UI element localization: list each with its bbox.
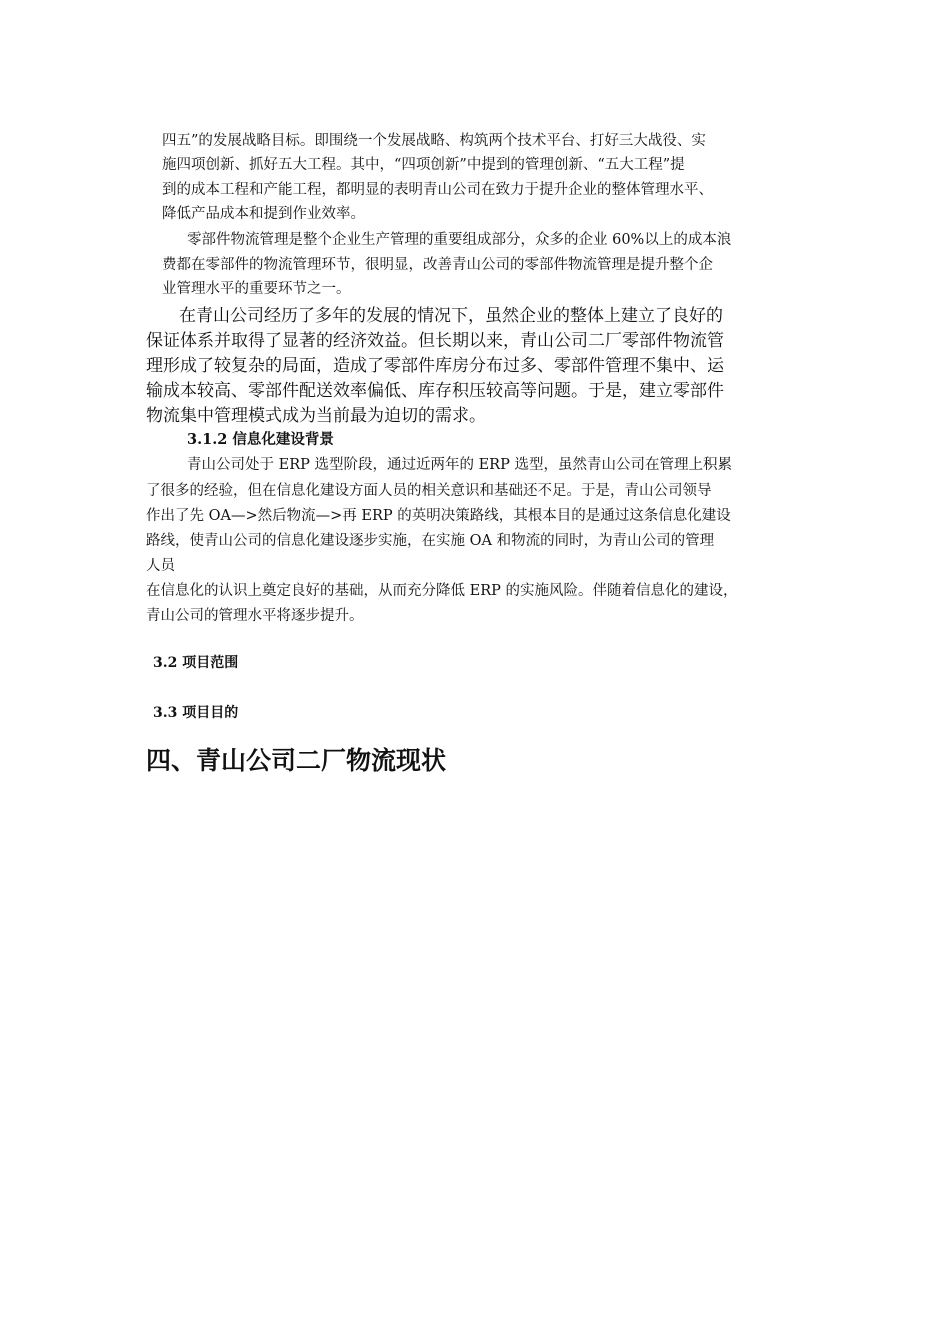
paragraph-1-line-1: 四五”的发展战略目标。即围绕一个发展战略、构筑两个技术平台、打好三大战役、实 [162,133,706,149]
chapter-4-title: 四、青山公司二厂物流现状 [146,746,447,775]
paragraph-1-line-3: 到的成本工程和产能工程，都明显的表明青山公司在致力于提升企业的整体管理水平、 [162,182,713,198]
paragraph-2-line-1: 零部件物流管理是整个企业生产管理的重要组成部分，众多的企业 60%以上的成本浪 [187,232,732,248]
paragraph-2-line-2: 费都在零部件的物流管理环节，很明显，改善青山公司的零部件物流管理是提升整个企 [162,257,713,273]
paragraph-4-line-1: 青山公司处于 ERP 选型阶段，通过近两年的 ERP 选型，虽然青山公司在管理上积累 [187,457,732,473]
paragraph-3-line-1: 在青山公司经历了多年的发展的情况下，虽然企业的整体上建立了良好的 [179,306,723,326]
section-heading-3-1-2: 3.1.2 信息化建设背景 [187,431,334,448]
paragraph-4-line-7: 青山公司的管理水平将逐步提升。 [146,608,364,624]
paragraph-4-line-2: 了很多的经验，但在信息化建设方面人员的相关意识和基础还不足。于是，青山公司领导 [146,483,712,499]
paragraph-3-line-3: 理形成了较复杂的局面，造成了零部件库房分布过多、零部件管理不集中、运 [146,356,724,376]
paragraph-4-line-3: 作出了先 OA—>然后物流—>再 ERP 的英明决策路线，其根本目的是通过这条信息化建设 [146,508,731,524]
section-heading-3-3: 3.3 项目目的 [153,705,239,721]
paragraph-4-line-6: 在信息化的认识上奠定良好的基础，从而充分降低 ERP 的实施风险。伴随着信息化的建设， [146,583,738,599]
paragraph-1-line-4: 降低产品成本和提到作业效率。 [162,206,365,222]
paragraph-1-line-2: 施四项创新、抓好五大工程。其中，“四项创新”中提到的管理创新、“五大工程”提 [162,157,685,173]
paragraph-3-line-4: 输成本较高、零部件配送效率偏低、库存积压较高等问题。于是，建立零部件 [146,381,724,401]
paragraph-3-line-2: 保证体系并取得了显著的经济效益。但长期以来，青山公司二厂零部件物流管 [146,331,724,351]
paragraph-4-line-4: 路线，使青山公司的信息化建设逐步实施，在实施 OA 和物流的同时，为青山公司的管理 [146,533,715,549]
paragraph-4-line-5: 人员 [146,558,175,574]
section-heading-3-2: 3.2 项目范围 [153,655,239,671]
paragraph-3-line-5: 物流集中管理模式成为当前最为迫切的需求。 [146,406,486,426]
paragraph-2-line-3: 业管理水平的重要环节之一。 [162,281,351,297]
